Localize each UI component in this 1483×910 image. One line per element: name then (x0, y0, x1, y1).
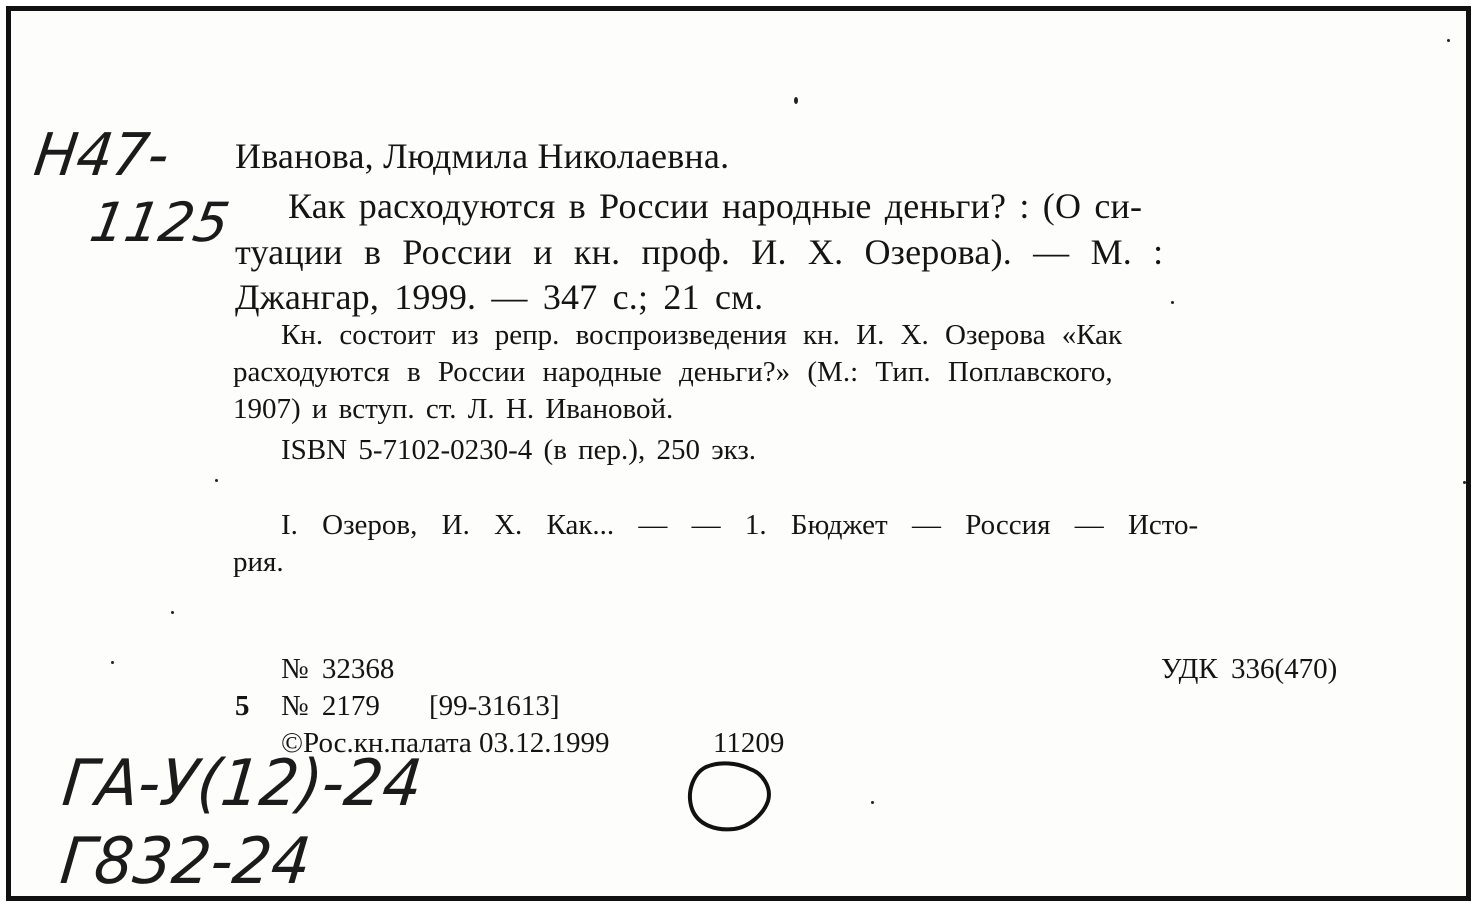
catalog-card (6, 6, 1471, 901)
copyright-tail: 11209 (713, 727, 785, 759)
scan-speck (171, 611, 174, 614)
scan-speck (1171, 301, 1174, 304)
title-line-3: Джангар, 1999. — 347 с.; 21 см. (235, 277, 764, 317)
tracings-line-1: I. Озеров, И. Х. Как... — — 1. Бюджет — Россия — Исто- (281, 509, 1199, 541)
scan-speck (215, 479, 218, 482)
note-line-1: Кн. состоит из репр. воспроизведения кн. И. Х. Озерова «Как (281, 319, 1123, 351)
udk-classification: УДК 336(470) (1161, 653, 1338, 685)
handwritten-code-line2: Г832-24 (57, 825, 315, 899)
copyright-line: ©Рос.кн.палата 03.12.1999 (281, 727, 610, 759)
handwritten-call-number-line1: Н47- (30, 121, 174, 190)
handwritten-code-line1: ГА-У(12)-24 (59, 747, 426, 821)
title-line-2: туации в России и кн. проф. И. Х. Озерова). — М. : (235, 232, 1164, 272)
author-heading: Иванова, Людмила Николаевна. (235, 136, 730, 176)
scan-speck (1447, 39, 1450, 42)
handwritten-call-number-line2: 1125 (85, 191, 234, 254)
scan-speck (111, 661, 114, 664)
title-text-1: Как расходуются в России народные деньги? : (О си- (288, 186, 1143, 226)
scan-speck (794, 97, 798, 104)
stamp-circle (676, 751, 786, 841)
record-number-2: № 2179 (281, 690, 380, 722)
note-line-3: 1907) и вступ. ст. Л. Н. Ивановой. (233, 393, 674, 425)
record-number-1: № 32368 (281, 653, 395, 685)
scan-speck (1463, 481, 1466, 484)
title-line-1 (288, 185, 1373, 227)
isbn-line: ISBN 5-7102-0230-4 (в пер.), 250 экз. (281, 434, 757, 466)
tracings-line-2: рия. (233, 546, 284, 578)
note-line-2: расходуются в России народные деньги?» (М.: Тип. Поплавского, (233, 356, 1113, 388)
record-number-2-prefix: 5 (235, 690, 250, 722)
record-number-2-bracket: [99-31613] (429, 690, 560, 722)
scan-speck (871, 801, 874, 804)
